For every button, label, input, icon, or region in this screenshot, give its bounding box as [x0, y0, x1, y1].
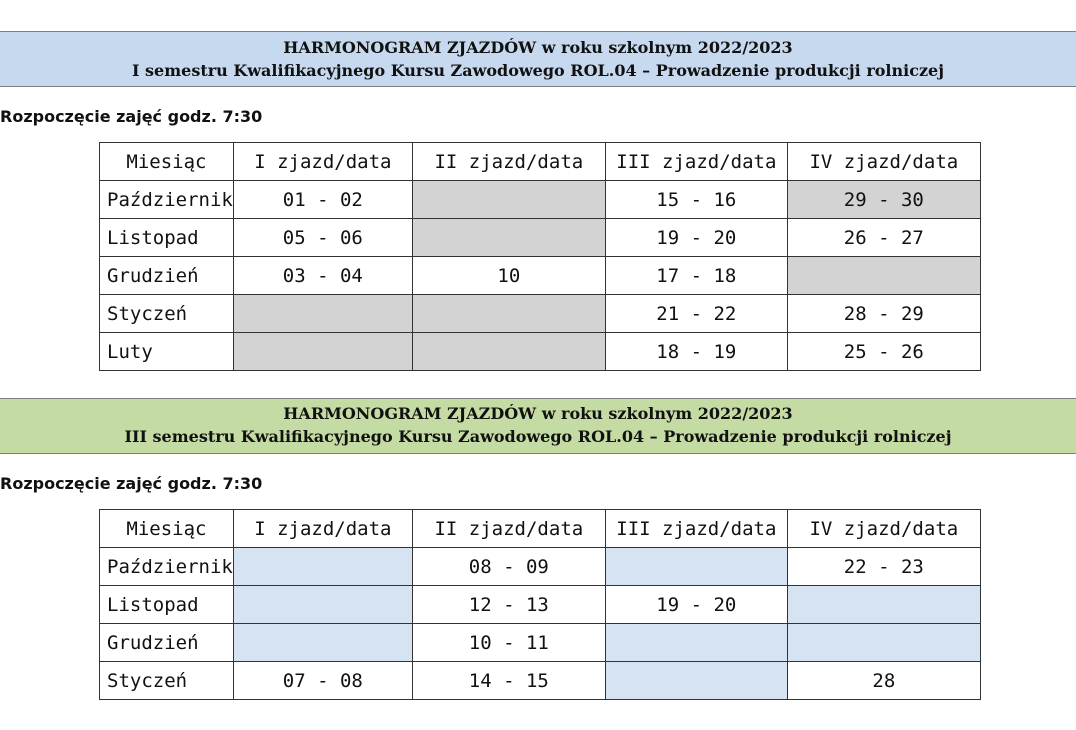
date-cell: 10 - 11: [412, 624, 605, 662]
table-header-row: [100, 143, 981, 181]
header-month: Miesiąc: [100, 143, 234, 181]
empty-cell: [605, 624, 787, 662]
table-row: [100, 295, 981, 333]
header-zjazd-4: IV zjazd/data: [787, 510, 980, 548]
date-cell: 19 - 20: [605, 586, 787, 624]
table-row: [100, 624, 981, 662]
date-cell: 08 - 09: [412, 548, 605, 586]
banner-title-line2: I semestru Kwalifikacyjnego Kursu Zawodowego ROL.04 – Prowadzenie produkcji rolniczej: [131, 61, 944, 80]
month-cell: Luty: [100, 333, 234, 371]
empty-cell: [412, 219, 605, 257]
header-zjazd-4: IV zjazd/data: [787, 143, 980, 181]
empty-cell: [605, 662, 787, 700]
empty-cell: [787, 257, 980, 295]
date-cell: 22 - 23: [787, 548, 980, 586]
date-cell: 19 - 20: [605, 219, 787, 257]
empty-cell: [412, 333, 605, 371]
date-cell: 14 - 15: [412, 662, 605, 700]
empty-cell: [605, 548, 787, 586]
date-cell: 01 - 02: [233, 181, 412, 219]
start-time-note: Rozpoczęcie zajęć godz. 7:30: [0, 474, 263, 493]
month-cell: Grudzień: [100, 624, 234, 662]
date-cell: 26 - 27: [787, 219, 980, 257]
date-cell: 17 - 18: [605, 257, 787, 295]
month-cell: Listopad: [100, 586, 234, 624]
table-row: [100, 586, 981, 624]
month-cell: Listopad: [100, 219, 234, 257]
table-row: [100, 548, 981, 586]
banner-title-line1: HARMONOGRAM ZJAZDÓW w roku szkolnym 2022/2023: [283, 404, 793, 423]
date-cell: 28: [787, 662, 980, 700]
table-row: [100, 333, 981, 371]
date-cell: 28 - 29: [787, 295, 980, 333]
banner-title-line1: HARMONOGRAM ZJAZDÓW w roku szkolnym 2022/2023: [283, 38, 793, 57]
empty-cell: [787, 586, 980, 624]
month-cell: Grudzień: [100, 257, 234, 295]
header-zjazd-2: II zjazd/data: [412, 143, 605, 181]
schedule-banner-semester-3: [0, 398, 1076, 454]
date-cell: 07 - 08: [233, 662, 412, 700]
schedule-banner-semester-1: [0, 31, 1076, 87]
empty-cell: [233, 586, 412, 624]
empty-cell: [233, 333, 412, 371]
header-zjazd-3: III zjazd/data: [605, 510, 787, 548]
empty-cell: [412, 181, 605, 219]
date-cell: 29 - 30: [787, 181, 980, 219]
schedule-table-semester-1: [99, 142, 981, 371]
schedule-table-semester-3: [99, 509, 981, 700]
table-row: [100, 662, 981, 700]
date-cell: 12 - 13: [412, 586, 605, 624]
date-cell: 25 - 26: [787, 333, 980, 371]
table-row: [100, 219, 981, 257]
month-cell: Styczeń: [100, 295, 234, 333]
header-zjazd-2: II zjazd/data: [412, 510, 605, 548]
empty-cell: [233, 548, 412, 586]
table-header-row: [100, 510, 981, 548]
empty-cell: [233, 295, 412, 333]
header-zjazd-1: I zjazd/data: [233, 510, 412, 548]
date-cell: 03 - 04: [233, 257, 412, 295]
month-cell: Styczeń: [100, 662, 234, 700]
header-month: Miesiąc: [100, 510, 234, 548]
month-cell: Październik: [100, 548, 234, 586]
header-zjazd-3: III zjazd/data: [605, 143, 787, 181]
table-row: [100, 181, 981, 219]
date-cell: 15 - 16: [605, 181, 787, 219]
banner-title-line2: III semestru Kwalifikacyjnego Kursu Zawodowego ROL.04 – Prowadzenie produkcji rolniczej: [124, 427, 952, 446]
empty-cell: [412, 295, 605, 333]
header-zjazd-1: I zjazd/data: [233, 143, 412, 181]
date-cell: 05 - 06: [233, 219, 412, 257]
empty-cell: [233, 624, 412, 662]
table-row: [100, 257, 981, 295]
date-cell: 10: [412, 257, 605, 295]
date-cell: 21 - 22: [605, 295, 787, 333]
empty-cell: [787, 624, 980, 662]
start-time-note: Rozpoczęcie zajęć godz. 7:30: [0, 107, 263, 126]
month-cell: Październik: [100, 181, 234, 219]
date-cell: 18 - 19: [605, 333, 787, 371]
